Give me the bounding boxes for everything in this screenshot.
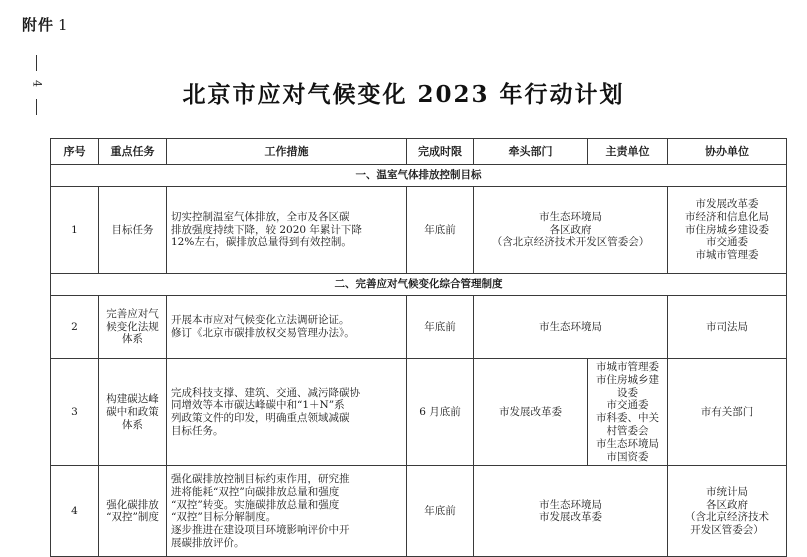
responsible-line: 市生态环境局 xyxy=(539,498,602,511)
assisting-line: 市有关部门 xyxy=(700,405,754,418)
assisting-cell xyxy=(668,296,787,359)
assisting-line: 市经济和信息化局 xyxy=(685,210,769,223)
task-line: “双控”制度 xyxy=(106,511,159,524)
action-plan-table xyxy=(50,138,787,557)
task-cell xyxy=(99,466,167,557)
deadline-cell: 6 月底前 xyxy=(407,359,474,466)
responsible-cell xyxy=(474,466,668,557)
page-mark-dash-top xyxy=(36,55,37,71)
assisting-line: 市住房城乡建设委 xyxy=(685,223,769,236)
assisting-line: 市统计局 xyxy=(706,485,748,498)
responsible-cell xyxy=(474,187,668,274)
responsible-line: 市生态环境局 xyxy=(539,320,602,333)
measures-line: 完成科技支撑、建筑、交通、减污降碳协 xyxy=(171,386,360,399)
main-line: 市城市管理委 xyxy=(596,361,659,373)
assisting-line: 市发展改革委 xyxy=(695,198,759,210)
table-row xyxy=(51,359,787,466)
table-row xyxy=(51,187,787,274)
measures-line: 修订《北京市碳排放权交易管理办法》。 xyxy=(171,327,355,339)
task-cell xyxy=(99,296,167,359)
attachment-number: 1 xyxy=(58,16,69,34)
measures-cell xyxy=(167,359,407,466)
attachment-label xyxy=(22,14,69,35)
measures-line: 强化碳排放控制目标约束作用，研究推 xyxy=(171,472,350,485)
table-row xyxy=(51,296,787,359)
row-number: 4 xyxy=(51,466,99,557)
main-line: 市生态环境局 xyxy=(596,437,659,450)
measures-cell xyxy=(167,296,407,359)
assisting-line: 市司法局 xyxy=(706,320,748,333)
table-row xyxy=(51,466,787,557)
assisting-cell xyxy=(668,466,787,557)
measures-line: 切实控制温室气体排放，全市及各区碳 xyxy=(171,210,350,223)
main-line: 市交通委 xyxy=(606,399,649,412)
table-header-row xyxy=(51,139,787,165)
column-header-main: 主责单位 xyxy=(588,139,668,165)
row-number: 1 xyxy=(51,187,99,274)
responsible-line: 市生态环境局 xyxy=(539,210,602,223)
task-line: 目标任务 xyxy=(111,223,154,236)
column-header-task: 重点任务 xyxy=(99,139,167,165)
deadline-cell: 年底前 xyxy=(407,466,474,557)
measures-line: 开展本市应对气候变化立法调研论证。 xyxy=(171,314,350,327)
section-heading: 一、温室气体排放控制目标 xyxy=(51,165,787,187)
measures-cell xyxy=(167,187,407,274)
assisting-line: 各区政府 xyxy=(706,498,748,511)
responsible-cell xyxy=(474,296,668,359)
column-header-assisting: 协办单位 xyxy=(668,139,787,165)
section-heading: 二、完善应对气候变化综合管理制度 xyxy=(51,274,787,296)
main-cell xyxy=(588,359,668,466)
measures-line: 同增效等本市碳达峰碳中和“1＋N”系 xyxy=(171,399,345,412)
row-number: 2 xyxy=(51,296,99,359)
task-line: 候变化法规 xyxy=(106,320,159,333)
assisting-line: 市城市管理委 xyxy=(695,249,759,262)
document-title: 北京市应对气候变化 2023 年行动计划 xyxy=(182,81,625,108)
assisting-cell xyxy=(668,359,787,466)
task-line: 强化碳排放 xyxy=(106,498,159,511)
measures-line: 排放强度持续下降，较 2020 年累计下降 xyxy=(171,223,362,236)
task-line: 碳中和政策 xyxy=(106,405,159,418)
measures-line: 目标任务。 xyxy=(171,424,224,437)
responsible-line: 各区政府 xyxy=(549,223,592,236)
measures-line: 进将能耗“双控”向碳排放总量和强度 xyxy=(171,485,340,498)
responsible-line: 市发展改革委 xyxy=(539,511,602,524)
task-line: 体系 xyxy=(122,418,143,431)
lead-line: 市发展改革委 xyxy=(499,405,562,418)
row-number: 3 xyxy=(51,359,99,466)
measures-line: “双控”目标分解制度。 xyxy=(171,511,277,524)
assisting-line: 开发区管委会） xyxy=(690,524,764,537)
deadline-cell: 年底前 xyxy=(407,187,474,274)
task-line: 体系 xyxy=(122,333,143,346)
task-cell xyxy=(99,359,167,466)
task-line: 完善应对气 xyxy=(106,307,159,320)
main-line: 市住房城乡建设委 xyxy=(596,373,659,399)
deadline-cell: 年底前 xyxy=(407,296,474,359)
section-row xyxy=(51,165,787,187)
assisting-line: （含北京经济技术 xyxy=(685,511,769,524)
measures-line: 展碳排放评价。 xyxy=(171,536,245,549)
measures-line: “双控”转变。实施碳排放总量和强度 xyxy=(171,498,340,511)
measures-cell xyxy=(167,466,407,557)
main-line: 市国资委 xyxy=(606,450,649,463)
task-line: 构建碳达峰 xyxy=(106,392,159,405)
column-header-no: 序号 xyxy=(51,139,99,165)
page-number: 4 xyxy=(30,80,44,87)
main-line: 市科委、中关村管委会 xyxy=(596,412,659,437)
attachment-label-text: 附件 xyxy=(22,16,55,34)
lead-cell xyxy=(474,359,588,466)
responsible-line: （含北京经济技术开发区管委会） xyxy=(491,236,650,249)
assisting-cell xyxy=(668,187,787,274)
column-header-lead: 牵头部门 xyxy=(474,139,588,165)
assisting-line: 市交通委 xyxy=(706,236,748,249)
measures-line: 12%左右，碳排放总量得到有效控制。 xyxy=(171,236,352,249)
task-cell xyxy=(99,187,167,274)
measures-line: 列政策文件的印发，明确重点领域减碳 xyxy=(171,412,350,425)
column-header-measures: 工作措施 xyxy=(167,139,407,165)
measures-line: 逐步推进在建设项目环境影响评价中开 xyxy=(171,524,350,537)
column-header-deadline: 完成时限 xyxy=(407,139,474,165)
section-row xyxy=(51,274,787,296)
